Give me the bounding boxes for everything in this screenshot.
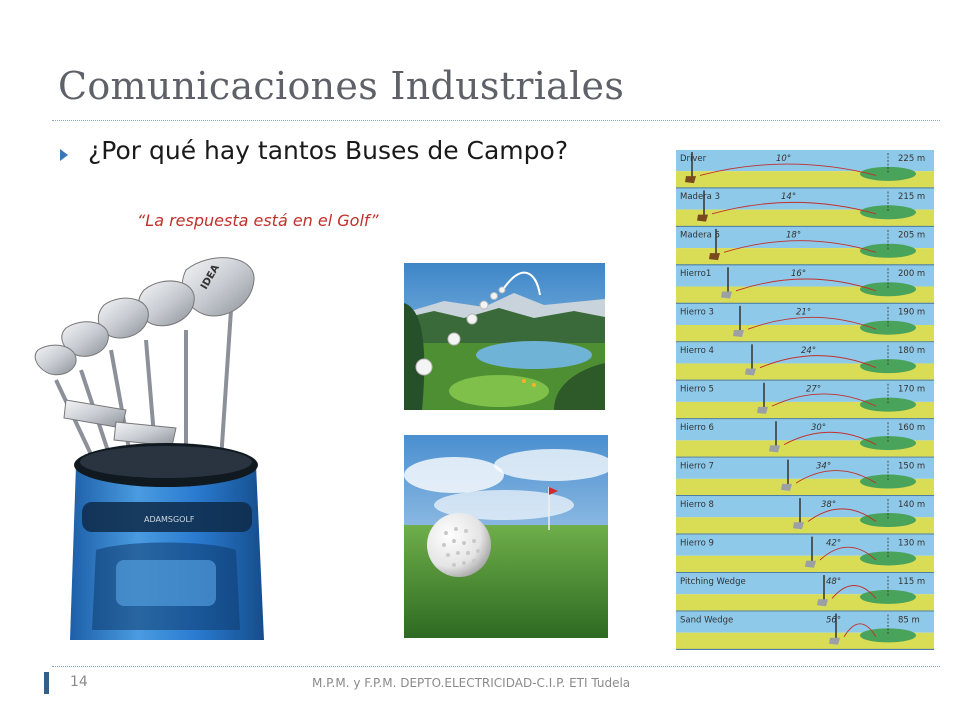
club-row: [676, 304, 934, 342]
title-divider: [52, 120, 940, 121]
club-name: Hierro 5: [680, 384, 714, 395]
club-row: [676, 419, 934, 457]
club-angle: 21°: [796, 307, 812, 318]
club-distance: 180 m: [898, 346, 926, 357]
club-angle: 27°: [806, 384, 822, 395]
club-distance: 225 m: [898, 153, 926, 164]
club-row: [676, 227, 934, 265]
club-distance: 130 m: [898, 538, 926, 549]
slide-title: Comunicaciones Industriales: [58, 64, 625, 108]
club-name: Hierro 8: [680, 499, 714, 510]
club-angle: 42°: [826, 538, 842, 549]
club-distance: 205 m: [898, 230, 926, 241]
bullet-text: ¿Por qué hay tantos Buses de Campo?: [88, 136, 569, 165]
club-name: Driver: [680, 153, 707, 164]
club-angle: 56°: [826, 615, 842, 626]
footer-divider: [52, 666, 940, 667]
club-angle: 38°: [821, 499, 837, 510]
club-angle: 34°: [816, 461, 832, 472]
club-name: Hierro1: [680, 269, 712, 280]
club-angle: 10°: [776, 153, 792, 164]
club-heads: [35, 258, 254, 375]
quote-text: “La respuesta está en el Golf”: [137, 211, 379, 230]
club-angle: 14°: [781, 192, 797, 203]
club-distance: 85 m: [898, 615, 920, 626]
club-name: Hierro 9: [680, 538, 714, 549]
club-row: [676, 458, 934, 496]
club-angle: 48°: [826, 576, 842, 587]
club-distance: 215 m: [898, 192, 926, 203]
club-distance: 200 m: [898, 269, 926, 280]
club-row: [676, 265, 934, 303]
club-name: Madera 3: [680, 192, 720, 203]
club-distance: 140 m: [898, 499, 926, 510]
club-row: [676, 188, 934, 226]
club-angle: 30°: [811, 423, 827, 433]
club-angle: 16°: [791, 269, 807, 280]
footer-accent-bar: [44, 672, 49, 694]
club-name: Hierro 3: [680, 307, 714, 318]
golf-bag-image: [26, 250, 286, 650]
golf-ball-image: [404, 435, 608, 638]
club-name: Madera 5: [680, 230, 720, 241]
club-row: [676, 573, 934, 611]
club-brand-label: IDEA: [199, 262, 222, 292]
club-row: [676, 535, 934, 573]
bullet-arrow-icon: [60, 149, 68, 161]
bag-brand-label: ADAMSGOLF: [144, 515, 195, 524]
club-name: Hierro 7: [680, 461, 714, 472]
club-distance: 190 m: [898, 307, 926, 318]
club-angle: 24°: [801, 346, 817, 357]
golf-course-image: [404, 263, 605, 410]
club-row: [676, 342, 934, 380]
club-row: [676, 496, 934, 534]
club-name: Hierro 6: [680, 423, 714, 433]
club-name: Pitching Wedge: [680, 576, 746, 587]
footer-text: M.P.M. y F.P.M. DEPTO.ELECTRICIDAD-C.I.P. ETI Tudela: [312, 676, 631, 690]
club-distance: 170 m: [898, 384, 926, 395]
club-distance: 160 m: [898, 423, 926, 433]
club-name: Sand Wedge: [680, 615, 734, 626]
club-row: [676, 150, 934, 188]
club-angle: 18°: [786, 230, 802, 241]
page-number: 14: [70, 674, 88, 690]
club-distance: 150 m: [898, 461, 926, 472]
club-name: Hierro 4: [680, 346, 714, 357]
club-distance-table: [676, 150, 934, 650]
club-row: [676, 381, 934, 419]
club-row: [676, 612, 934, 650]
club-distance: 115 m: [898, 576, 926, 587]
